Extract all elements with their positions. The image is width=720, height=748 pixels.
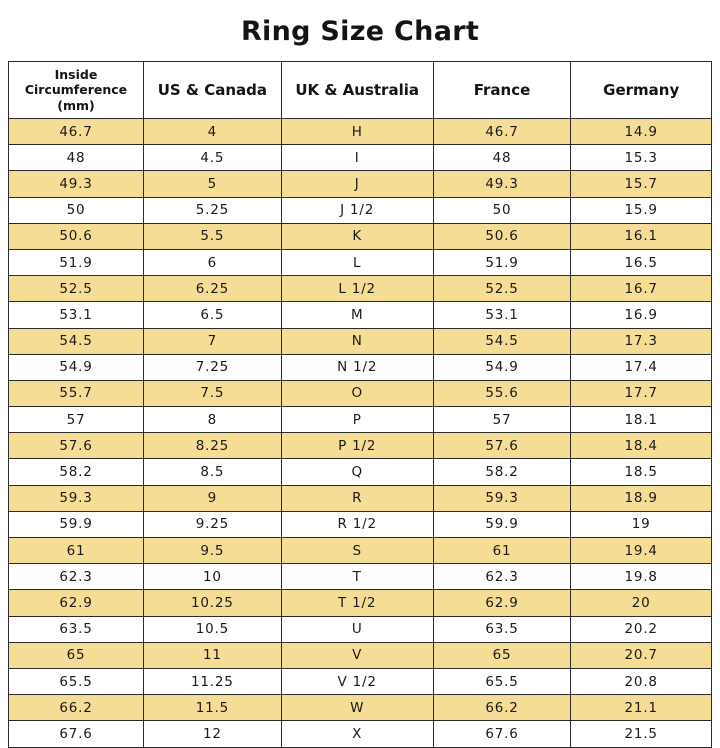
cell-germany: 19.4 <box>571 538 712 564</box>
cell-uk-australia: V <box>281 642 433 668</box>
table-row <box>9 721 712 747</box>
table-row <box>9 223 712 249</box>
cell-inside-circumference: 66.2 <box>9 695 144 721</box>
table-row <box>9 276 712 302</box>
cell-us-canada: 10.5 <box>143 616 281 642</box>
cell-uk-australia: H <box>281 119 433 145</box>
cell-france: 66.2 <box>433 695 571 721</box>
cell-inside-circumference: 63.5 <box>9 616 144 642</box>
table-row <box>9 668 712 694</box>
column-header-france: France <box>433 62 571 119</box>
cell-france: 62.9 <box>433 590 571 616</box>
table-row <box>9 145 712 171</box>
cell-inside-circumference: 59.9 <box>9 511 144 537</box>
cell-germany: 18.9 <box>571 485 712 511</box>
cell-germany: 17.7 <box>571 380 712 406</box>
cell-us-canada: 7.25 <box>143 354 281 380</box>
cell-germany: 17.4 <box>571 354 712 380</box>
cell-us-canada: 6.5 <box>143 302 281 328</box>
cell-us-canada: 10.25 <box>143 590 281 616</box>
cell-us-canada: 5.25 <box>143 197 281 223</box>
cell-france: 55.6 <box>433 380 571 406</box>
column-header-uk-australia: UK & Australia <box>281 62 433 119</box>
table-container <box>0 61 720 748</box>
cell-germany: 15.3 <box>571 145 712 171</box>
cell-inside-circumference: 58.2 <box>9 459 144 485</box>
cell-uk-australia: J 1/2 <box>281 197 433 223</box>
column-header-inside-circumference: Inside Circumference (mm) <box>9 62 144 119</box>
table-row <box>9 171 712 197</box>
table-row <box>9 564 712 590</box>
cell-inside-circumference: 57 <box>9 407 144 433</box>
table-row <box>9 511 712 537</box>
cell-germany: 16.9 <box>571 302 712 328</box>
cell-uk-australia: W <box>281 695 433 721</box>
cell-uk-australia: L 1/2 <box>281 276 433 302</box>
cell-uk-australia: I <box>281 145 433 171</box>
cell-france: 48 <box>433 145 571 171</box>
cell-france: 52.5 <box>433 276 571 302</box>
table-row <box>9 695 712 721</box>
cell-uk-australia: R 1/2 <box>281 511 433 537</box>
cell-us-canada: 8.5 <box>143 459 281 485</box>
cell-uk-australia: J <box>281 171 433 197</box>
cell-us-canada: 4.5 <box>143 145 281 171</box>
cell-france: 54.9 <box>433 354 571 380</box>
cell-us-canada: 11.5 <box>143 695 281 721</box>
cell-us-canada: 7.5 <box>143 380 281 406</box>
table-header <box>9 62 712 119</box>
table-row <box>9 459 712 485</box>
cell-france: 59.9 <box>433 511 571 537</box>
cell-germany: 18.5 <box>571 459 712 485</box>
cell-uk-australia: S <box>281 538 433 564</box>
cell-germany: 18.1 <box>571 407 712 433</box>
table-row <box>9 249 712 275</box>
cell-inside-circumference: 59.3 <box>9 485 144 511</box>
cell-us-canada: 4 <box>143 119 281 145</box>
table-row <box>9 590 712 616</box>
cell-inside-circumference: 54.5 <box>9 328 144 354</box>
cell-france: 53.1 <box>433 302 571 328</box>
cell-inside-circumference: 51.9 <box>9 249 144 275</box>
cell-us-canada: 11.25 <box>143 668 281 694</box>
cell-uk-australia: V 1/2 <box>281 668 433 694</box>
cell-france: 67.6 <box>433 721 571 747</box>
column-header-us-canada: US & Canada <box>143 62 281 119</box>
cell-inside-circumference: 52.5 <box>9 276 144 302</box>
cell-uk-australia: K <box>281 223 433 249</box>
cell-inside-circumference: 62.9 <box>9 590 144 616</box>
cell-germany: 21.5 <box>571 721 712 747</box>
cell-uk-australia: O <box>281 380 433 406</box>
cell-uk-australia: X <box>281 721 433 747</box>
cell-france: 57.6 <box>433 433 571 459</box>
cell-us-canada: 9 <box>143 485 281 511</box>
cell-uk-australia: P 1/2 <box>281 433 433 459</box>
table-row <box>9 354 712 380</box>
table-row <box>9 302 712 328</box>
table-row <box>9 119 712 145</box>
cell-germany: 20.2 <box>571 616 712 642</box>
cell-uk-australia: T 1/2 <box>281 590 433 616</box>
cell-inside-circumference: 48 <box>9 145 144 171</box>
cell-inside-circumference: 49.3 <box>9 171 144 197</box>
cell-germany: 20 <box>571 590 712 616</box>
table-row <box>9 485 712 511</box>
cell-germany: 20.8 <box>571 668 712 694</box>
table-row <box>9 616 712 642</box>
cell-inside-circumference: 62.3 <box>9 564 144 590</box>
cell-germany: 16.5 <box>571 249 712 275</box>
cell-germany: 20.7 <box>571 642 712 668</box>
cell-inside-circumference: 53.1 <box>9 302 144 328</box>
cell-france: 57 <box>433 407 571 433</box>
cell-inside-circumference: 57.6 <box>9 433 144 459</box>
cell-france: 54.5 <box>433 328 571 354</box>
cell-germany: 18.4 <box>571 433 712 459</box>
cell-us-canada: 9.25 <box>143 511 281 537</box>
cell-us-canada: 8.25 <box>143 433 281 459</box>
cell-germany: 21.1 <box>571 695 712 721</box>
cell-us-canada: 12 <box>143 721 281 747</box>
table-row <box>9 328 712 354</box>
cell-france: 58.2 <box>433 459 571 485</box>
cell-inside-circumference: 67.6 <box>9 721 144 747</box>
cell-us-canada: 9.5 <box>143 538 281 564</box>
cell-france: 50 <box>433 197 571 223</box>
cell-france: 65 <box>433 642 571 668</box>
cell-france: 51.9 <box>433 249 571 275</box>
cell-germany: 16.1 <box>571 223 712 249</box>
table-header-row <box>9 62 712 119</box>
cell-inside-circumference: 65.5 <box>9 668 144 694</box>
cell-uk-australia: U <box>281 616 433 642</box>
cell-france: 61 <box>433 538 571 564</box>
table-row <box>9 407 712 433</box>
cell-france: 49.3 <box>433 171 571 197</box>
column-header-germany: Germany <box>571 62 712 119</box>
cell-uk-australia: N <box>281 328 433 354</box>
page-title: Ring Size Chart <box>240 16 480 47</box>
table-body <box>9 119 712 748</box>
cell-inside-circumference: 54.9 <box>9 354 144 380</box>
cell-us-canada: 10 <box>143 564 281 590</box>
table-row <box>9 433 712 459</box>
cell-france: 50.6 <box>433 223 571 249</box>
cell-uk-australia: Q <box>281 459 433 485</box>
cell-uk-australia: R <box>281 485 433 511</box>
cell-inside-circumference: 61 <box>9 538 144 564</box>
cell-germany: 16.7 <box>571 276 712 302</box>
table-row <box>9 197 712 223</box>
cell-france: 65.5 <box>433 668 571 694</box>
cell-inside-circumference: 50 <box>9 197 144 223</box>
table-row <box>9 538 712 564</box>
cell-germany: 14.9 <box>571 119 712 145</box>
cell-france: 59.3 <box>433 485 571 511</box>
cell-germany: 15.9 <box>571 197 712 223</box>
cell-us-canada: 7 <box>143 328 281 354</box>
cell-us-canada: 11 <box>143 642 281 668</box>
cell-inside-circumference: 65 <box>9 642 144 668</box>
cell-us-canada: 5.5 <box>143 223 281 249</box>
cell-germany: 19.8 <box>571 564 712 590</box>
cell-uk-australia: N 1/2 <box>281 354 433 380</box>
table-row <box>9 642 712 668</box>
cell-us-canada: 8 <box>143 407 281 433</box>
cell-uk-australia: T <box>281 564 433 590</box>
ring-size-table <box>8 61 712 748</box>
cell-us-canada: 5 <box>143 171 281 197</box>
cell-france: 46.7 <box>433 119 571 145</box>
cell-france: 63.5 <box>433 616 571 642</box>
cell-uk-australia: L <box>281 249 433 275</box>
table-row <box>9 380 712 406</box>
cell-germany: 17.3 <box>571 328 712 354</box>
cell-us-canada: 6 <box>143 249 281 275</box>
cell-france: 62.3 <box>433 564 571 590</box>
cell-inside-circumference: 50.6 <box>9 223 144 249</box>
cell-germany: 19 <box>571 511 712 537</box>
cell-germany: 15.7 <box>571 171 712 197</box>
cell-us-canada: 6.25 <box>143 276 281 302</box>
cell-uk-australia: M <box>281 302 433 328</box>
cell-uk-australia: P <box>281 407 433 433</box>
cell-inside-circumference: 46.7 <box>9 119 144 145</box>
cell-inside-circumference: 55.7 <box>9 380 144 406</box>
